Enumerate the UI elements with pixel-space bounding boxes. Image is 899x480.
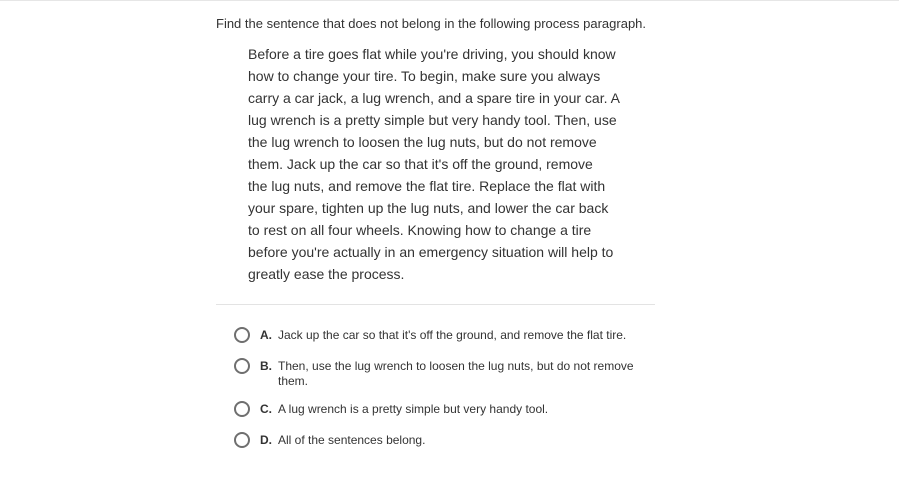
section-divider xyxy=(216,304,655,305)
choice-letter: A. xyxy=(260,328,272,342)
choice-b[interactable] xyxy=(234,356,664,389)
radio-button-a[interactable] xyxy=(234,327,250,343)
radio-button-d[interactable] xyxy=(234,432,250,448)
passage-line: greatly ease the process. xyxy=(248,266,405,282)
passage-line: your spare, tighten up the lug nuts, and lower the car back xyxy=(248,200,609,216)
choice-c[interactable] xyxy=(234,399,664,420)
radio-button-c[interactable] xyxy=(234,401,250,417)
top-divider xyxy=(0,0,899,1)
choice-letter: B. xyxy=(260,359,272,373)
choice-d[interactable] xyxy=(234,430,664,451)
choice-letter: D. xyxy=(260,433,272,447)
choice-text: Jack up the car so that it's off the ground, and remove the flat tire. xyxy=(278,328,627,342)
choice-text: A lug wrench is a pretty simple but very handy tool. xyxy=(278,402,549,416)
passage-line: lug wrench is a pretty simple but very handy tool. Then, use xyxy=(248,112,617,128)
passage-line: carry a car jack, a lug wrench, and a spare tire in your car. A xyxy=(248,90,620,106)
passage-line: Before a tire goes flat while you're driving, you should know xyxy=(248,46,616,62)
radio-button-b[interactable] xyxy=(234,358,250,374)
passage-line: before you're actually in an emergency situation will help to xyxy=(248,244,614,260)
choice-text: All of the sentences belong. xyxy=(278,433,426,447)
passage-line: them. Jack up the car so that it's off the ground, remove xyxy=(248,156,593,172)
question-prompt: Find the sentence that does not belong in the following process paragraph. xyxy=(216,16,647,31)
passage-line: the lug wrench to loosen the lug nuts, but do not remove xyxy=(248,134,597,150)
choice-a[interactable] xyxy=(234,325,664,346)
passage-line: the lug nuts, and remove the flat tire. Replace the flat with xyxy=(248,178,606,194)
passage-line: to rest on all four wheels. Knowing how to change a tire xyxy=(248,222,592,238)
passage-line: how to change your tire. To begin, make sure you always xyxy=(248,68,601,84)
passage xyxy=(248,43,633,285)
answer-choices xyxy=(234,325,664,461)
choice-text: Then, use the lug wrench to loosen the lug nuts, but do not remove them. xyxy=(278,359,634,388)
choice-letter: C. xyxy=(260,402,272,416)
